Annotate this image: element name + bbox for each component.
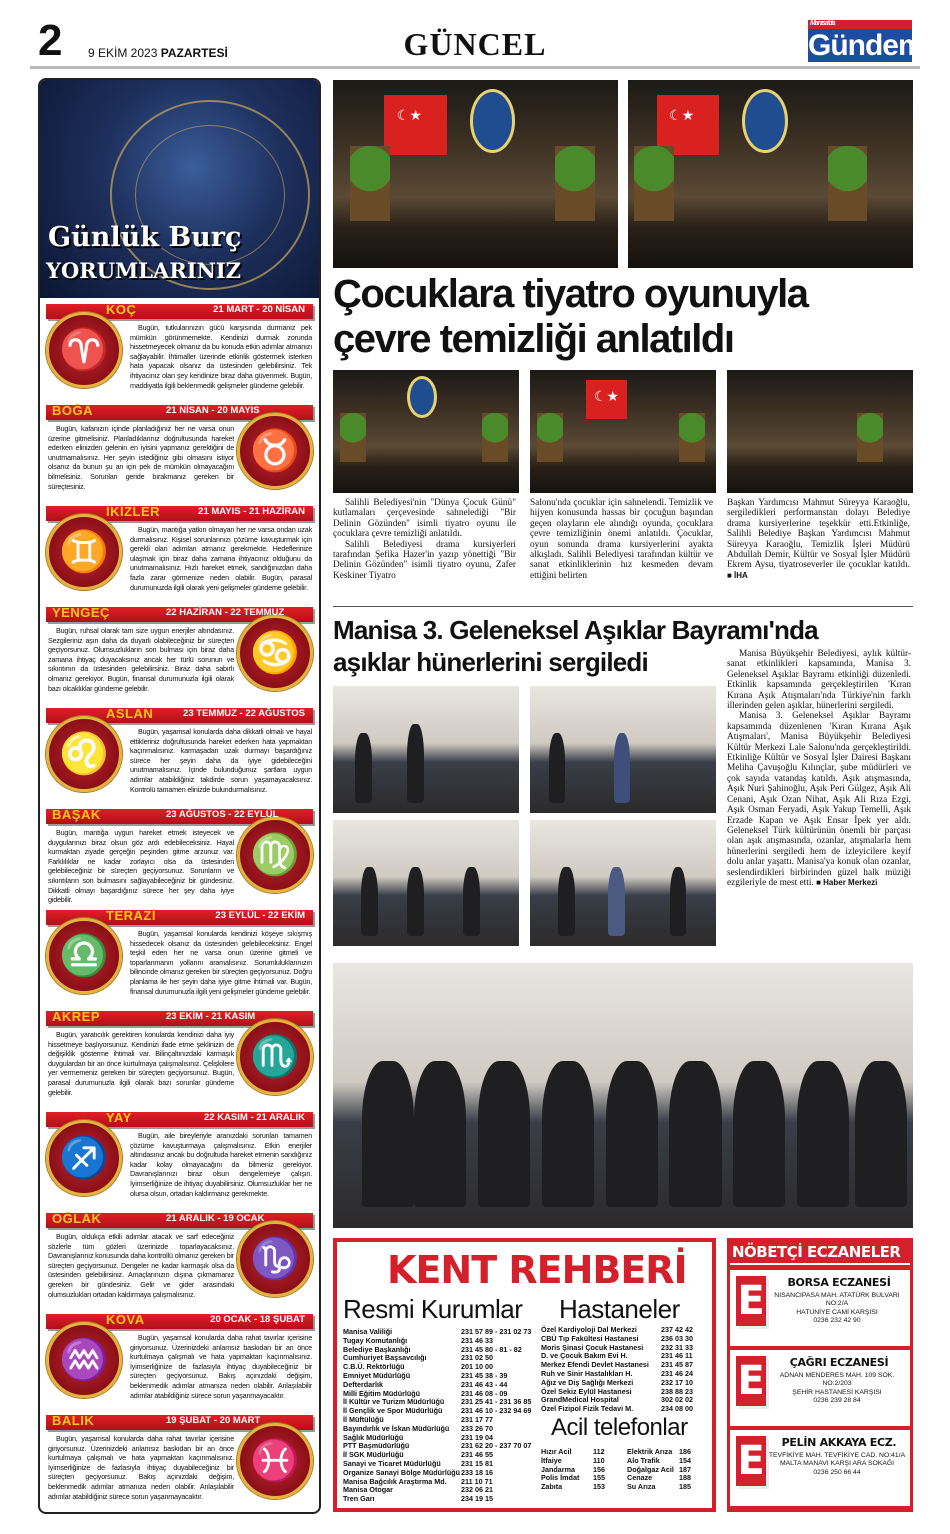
newspaper-logo — [808, 20, 924, 62]
asik-photo-4 — [530, 820, 716, 946]
sign-text: Bugün, kafanızın içinde planladığınız her ne varsa onun üzerine gitmelisiniz. Planladıklarınız doğrultusunda hareket ederken elinizden gelenin en iyisini yapmanız gerektiğini de unutmamalısınız. Her şeyin istediğiniz gibi olmasını istiyor olsanız da bunun şu an için pek de mümkün olmayacağını bilmelisiniz. Sorunları geride bırakmanız gereken bir süreçtesiniz. — [48, 424, 234, 491]
sign-text: Bugün, mantığa uygun hareket etmek isteyecek ve duygularınızı biraz olsun göz ardı edebileceksiniz. Hayal kurmaktan ziyade gerçeğin peşinden gitme arzunuz var. Farklılıklar ne kadar zorlayıcı olsa da üstesinden gelebileceğiniz bir süreçten geçiyorsunuz. Sorunların ve sıkıntıların son bulmasını sağlayabileceğiniz bir gündesiniz. Dikkatli olmayı başardığınız sürece her şey daha iyiye gidebilir. — [48, 828, 234, 905]
sign-entry — [46, 302, 313, 403]
hospitals-list — [541, 1326, 699, 1414]
row-phone: 238 88 23 — [661, 1386, 693, 1396]
theatre-photo-5 — [727, 370, 913, 493]
date: 9 EKİM 2023 — [88, 46, 158, 60]
pharmacy-e-icon: E — [737, 1358, 765, 1404]
paragraph — [727, 711, 911, 888]
row-label: Manisa Otogar — [343, 1485, 393, 1495]
address-line: ŞEHİR HASTANESİ KARŞISI — [792, 1388, 882, 1396]
row-label: Elektrik Arıza — [627, 1447, 673, 1456]
row-label: Manisa Valiliği — [343, 1327, 393, 1336]
row-phone: 234 19 15 — [461, 1494, 493, 1504]
article2-body — [727, 649, 911, 888]
row-label: Polis İmdat — [541, 1473, 580, 1483]
row-label: İl Gençlik ve Spor Müdürlüğü — [343, 1406, 443, 1416]
row-phone: 231 46 43 - 44 — [461, 1379, 508, 1389]
headline-line: çevre temizliği anlatıldı — [333, 317, 734, 361]
article1-col1 — [333, 498, 516, 581]
asik-photo-3 — [333, 820, 519, 946]
theatre-photo-4 — [530, 370, 716, 493]
sign-text: Bugün, yaşamsal konularda daha rahat tavırlar içerisine giriyorsunuz. Üzerinizdeki anlamsız baskıdan bir an önce kurtulmaya çalışmalı ve hata yapmaktan kaçınmalısınız. İyimserliğinize de fazlasıyla ihtiyaç duyabileceğiniz bir süreçten geçiyorsunuz. Bakış açınızdaki değişim, beklenmedik adımlar atmanıza neden olabilir. Anlaşılabilir adımlar atabildiğiniz sürece sorun yaşanmayacaktır. — [130, 1333, 312, 1400]
row-phone: 201 10 00 — [461, 1362, 493, 1372]
paragraph: Salihli Belediyesi drama kursiyerleri tarafından Şefika Hazer'in yazıp yönettiği "Bir Delinin Gözünden" isimli tiyatro oyunu, Zafer Keskiner Tiyatro — [333, 539, 516, 581]
zodiac-sign-icon: ♉ — [237, 413, 313, 489]
row-phone: 232 06 21 — [461, 1485, 493, 1495]
sign-name: ASLAN — [106, 706, 154, 721]
city-guide-box — [333, 1238, 716, 1512]
theatre-photo-3 — [333, 370, 519, 493]
row-label: Doğalgaz Acil — [627, 1464, 674, 1474]
zodiac-sign-icon: ♌ — [46, 716, 122, 792]
row-phone: 233 26 70 — [461, 1423, 493, 1433]
pharmacy-title: NÖBETÇİ ECZANELER — [730, 1241, 910, 1265]
row-label: Tugay Komutanlığı — [343, 1335, 408, 1345]
sign-entry — [46, 1312, 313, 1413]
pharmacy-entry — [730, 1270, 910, 1346]
row-label: Tren Garı — [343, 1494, 375, 1504]
sign-name: BOĞA — [52, 403, 93, 418]
horoscope-column — [38, 78, 321, 1514]
row-label: D. ve Çocuk Bakım Evi H. — [541, 1351, 628, 1361]
article1-col2: Salonu'nda çocuklar için sahnelendi. Temizlik ve hijyen konusunda hassas bir çocuğun başından geçen olayların ele alındığı oyunda, çocuklara çevre temizliğinin önemi anlatıldı. Çocuklar, oyun sonunda drama kursiyerlerini ayakta alkışladı. Salihli Belediyesi tarafından kültür ve sanat etkinliklerinin hız kesmeden devam ettiğini belirten — [530, 498, 713, 581]
sign-text: Bugün, aile bireyleriyle aranızdaki sorunları tamamen çözüme kavuşturmaya çalışmalısınız. Etkin enerjiler altındasınız ancak bu doğrultuda hareket etmenin sandığınız kadar kolay olmayacağını da bilmeniz gerekiyor. Davranışlarınızı biraz olsun dengelemeye çalışın. İyimserliğinize de ihtiyaç duyabilirsiniz. Olumsuzluklar her ne olursa olsun, ortadan kaldırmanız gerekmekte. — [130, 1131, 312, 1198]
sign-name: YENGEÇ — [52, 605, 110, 620]
emergency-title: Acil telefonlar — [551, 1414, 688, 1441]
row-label: Jandarma — [541, 1464, 575, 1474]
asik-photo-2 — [530, 686, 716, 813]
sign-dates: 23 EYLÜL - 22 EKİM — [215, 910, 305, 921]
zodiac-sign-icon: ♍ — [237, 817, 313, 893]
address-line: ADNAN MENDERES MAH. 109 SOK. NO:2/203 — [779, 1372, 895, 1388]
row-label: Cumhuriyet Başsavcılığı — [343, 1353, 427, 1363]
emergency-list-2 — [627, 1448, 699, 1492]
row-phone: 186 — [679, 1447, 691, 1456]
row-phone: 231 45 87 — [661, 1360, 693, 1370]
article2-source: ■ Haber Merkezi — [816, 877, 878, 887]
sign-dates: 22 KASIM - 21 ARALIK — [204, 1112, 305, 1123]
row-phone: 231 46 55 — [461, 1450, 493, 1460]
pharmacy-e-icon: E — [737, 1278, 765, 1324]
paragraph: Başkan Yardımcısı Mahmut Süreyya Karaoğlu, sergiledikleri performanstan dolayı Belediye drama kursiyerlerine teşekkür etti.Etkinliğe, Salihli Belediye Başkan Yardımcısı Mahmut Süreyya Karaoğlu, Temizlik İşleri Müdürü Abdullah Demir, Kültür ve Sosyal İşler Müdürü Ekrem Aysu, tiyatroseverler ile çocuklar katıldı. — [727, 498, 910, 571]
row-phone: 231 46 11 — [661, 1351, 693, 1361]
row-phone: 112 — [593, 1447, 605, 1456]
official-institutions-list — [343, 1328, 533, 1504]
row-label: Milli Eğitim Müdürlüğü — [343, 1388, 421, 1398]
headline-line: aşıklar hünerlerini sergiledi — [333, 647, 648, 677]
row-label: GrandMedical Hospital — [541, 1395, 619, 1405]
list-row — [343, 1495, 533, 1504]
sign-dates: 19 ŞUBAT - 20 MART — [166, 1415, 261, 1426]
row-label: Su Arıza — [627, 1482, 656, 1492]
row-label: İl SGK Müdürlüğü — [343, 1450, 404, 1460]
sign-name: İKİZLER — [106, 504, 161, 519]
row-phone: 231 45 38 - 39 — [461, 1370, 508, 1380]
sign-entry — [46, 1211, 313, 1312]
logo-top: Manisa'da — [810, 20, 835, 27]
page-number: 2 — [38, 16, 63, 65]
row-label: Özel Sekiz Eylül Hastanesi — [541, 1386, 632, 1396]
sign-entry — [46, 403, 313, 504]
sign-name: AKREP — [52, 1009, 101, 1024]
pharmacy-name: PELİN AKKAYA ECZ. — [781, 1436, 897, 1449]
pharmacy-name: ÇAĞRI ECZANESİ — [789, 1356, 889, 1369]
list-row — [541, 1405, 699, 1414]
row-label: Merkez Efendi Devlet Hastanesi — [541, 1360, 649, 1370]
article1-headline — [333, 272, 923, 362]
row-label: Ruh ve Sinir Hastalıkları H. — [541, 1368, 633, 1378]
sign-dates: 21 MAYIS - 21 HAZİRAN — [198, 506, 305, 517]
row-phone: 153 — [593, 1482, 605, 1492]
row-phone: 232 31 33 — [661, 1342, 693, 1352]
row-label: İl Kültür ve Turizm Müdürlüğü — [343, 1397, 445, 1407]
pharmacy-address — [766, 1292, 908, 1326]
section-title: GÜNCEL — [403, 26, 547, 62]
pharmacy-phone: 0236 250 66 44 — [813, 1468, 861, 1476]
zodiac-sign-icon: ♋ — [237, 615, 313, 691]
horoscope-subtitle: YORUMLARINIZ — [46, 258, 241, 283]
headline-line: Çocuklara tiyatro oyunuyla — [333, 272, 808, 316]
row-phone: 231 57 89 - 231 02 73 — [461, 1327, 532, 1336]
article1-source: ■ İHA — [727, 570, 748, 580]
sign-text: Bugün, mantığa yatkın olmayan her ne varsa ondan uzak durmalısınız. Kişisel sorunlarınızı çözüme kavuşturmak için gerekli olan adımları atmanız gerekmekte. Hedeflerinize ulaşmak için biraz daha zamana ihtiyacınız olduğunu da unutmamalısınız. Hızlı hareket etmek, sandığınızdan daha fazla zarar görmenize neden olabilir. Bugün, parasal durumunuzda ilgili olarak yeni gelişmeler gündeme gelebilir. — [130, 525, 312, 592]
sign-entry — [46, 1413, 313, 1514]
row-label: Hızır Acil — [541, 1447, 572, 1456]
pharmacy-e-icon: E — [737, 1438, 765, 1484]
pharmacy-phone: 0236 239 28 84 — [813, 1397, 861, 1405]
sign-name: TERAZİ — [106, 908, 156, 923]
sign-dates: 21 ARALIK - 19 OCAK — [166, 1213, 265, 1224]
row-phone: 302 02 02 — [661, 1395, 693, 1405]
row-label: Defterdarlık — [343, 1379, 383, 1389]
row-phone: 231 15 81 — [461, 1458, 493, 1468]
sign-text: Bugün, oldukça etkili adımlar atacak ve sarf edeceğiniz sözlerle tüm gözleri üzerinizde toparlayacaksınız. Davranışlarınız konusunda daha kontrollü olmanız gereken bir süreçten geçiyorsunuz. Dengeler ne kadar karmaşık olsa da üstesinden gelebilirsiniz. Amaçlarınızın dışına çıkmamanız gereken bir gündesiniz. Gelir ve gider arasındaki olumsuzlukları ortadan kaldırmaya çalışmalısınız. — [48, 1232, 234, 1299]
sign-name: BALIK — [52, 1413, 95, 1428]
zodiac-sign-icon: ♎ — [46, 918, 122, 994]
row-label: Emniyet Müdürlüğü — [343, 1370, 411, 1380]
asik-group-photo — [333, 963, 913, 1228]
row-label: Ağız ve Diş Sağlığı Merkezi — [541, 1377, 634, 1387]
row-label: CBÜ Tıp Fakültesi Hastanesi — [541, 1333, 639, 1343]
official-institutions-title: Resmi Kurumlar — [343, 1294, 523, 1324]
row-phone: 231 02 50 — [461, 1353, 493, 1363]
address-line: HATUNİYE CAMİ KARŞISI — [796, 1308, 878, 1316]
sign-dates: 22 HAZİRAN - 22 TEMMUZ — [166, 607, 285, 618]
row-phone: 231 25 41 - 231 36 85 — [461, 1397, 532, 1407]
row-phone: 211 10 71 — [461, 1476, 493, 1486]
emergency-list-1 — [541, 1448, 611, 1492]
theatre-photo-2 — [628, 80, 913, 268]
row-label: Moris Şinasi Çocuk Hastanesi — [541, 1342, 644, 1352]
sign-text: Bugün, tutkularınızın gücü karşısında durmanız pek mümkün görünmemekte. Kendinizi durmak zorunda hissetmeyecek olmanız da bu konuda etkin adımlar atmanızı sağlayabilir. İhtimaller üzerinde etkinlik göstermek isterken hata yapacak olsanız da üstesinden gelebilirsiniz. Tek ihtiyacınız olan şey kendinize biraz daha güvenmek. Bugün, maddiyatla ilgili beklenmedik gelişmeler gündeme gelebilir. — [130, 323, 312, 390]
list-row — [627, 1483, 699, 1492]
row-label: Sağlık Müdürlüğü — [343, 1432, 404, 1442]
row-label: İtfaiye — [541, 1455, 562, 1465]
row-label: Bayındırlık ve İskan Müdürlüğü — [343, 1423, 450, 1433]
row-phone: 231 46 10 - 232 94 69 — [461, 1406, 532, 1416]
row-phone: 231 46 08 - 09 — [461, 1388, 508, 1398]
zodiac-sign-icon: ♈ — [46, 312, 122, 388]
paragraph: Manisa Büyükşehir Belediyesi, aylık kültür-sanat etkinlikleri kapsamında, Manisa 3. Geleneksel Aşıklar Bayramı etkinliği düzenledi. Etkinlik kapsamında gerçekleştirilen 'Kıran Kırana Aşık Atışmaları'nda Türkiye'nin farklı illerinden gelen aşıklar, hünerlerini sergiledi. — [727, 649, 911, 712]
sign-dates: 23 AĞUSTOS - 22 EYLÜL — [166, 809, 279, 820]
zodiac-sign-icon: ♒ — [46, 1322, 122, 1398]
sign-entry — [46, 908, 313, 1009]
row-label: Organize Sanayi Bölge Müdürlüğü — [343, 1467, 461, 1477]
headline-line: Manisa 3. Geleneksel Aşıklar Bayramı'nda — [333, 615, 818, 645]
row-phone: 231 46 24 — [661, 1368, 693, 1378]
asik-photo-1 — [333, 686, 519, 813]
paragraph-text: Manisa 3. Geleneksel Aşıklar Bayramı kapsamında düzenlenen 'Kıran Kırana Aşık Atışmaları', Manisa Büyükşehir Belediyesi Kültür Merkezi Lale Salonu'nda gerçekleştirildi. Etkinliğe Kültür ve Sosyal İşler Dairesi Başkanı Meliha Çavuşoğlu Kılınçlar, şube müdürleri ve çok sayıda vatandaş katıldı. Aşık atışmasında, Aşık Nuri Şahinoğlu, Aşık Peri Gülgez, Aşık Ali Cenani, Aşık Ozan Nihat, Aşık Ali Rıza Ezgi, Aşık Osman Feryadi, Aşık Yakup Temelli, Aşık Erzade Kapan ve Aşık Ensar İpek yer aldı. Geleneksel Türk kültürünün önemli bir parçası olan aşık atışmasında, ozanlar, atışmalarla hem hünerlerini sergiledi hem de izleyicilere keyif dolu anlar yaşattı. Manisa'ya konuk olan ozanlar, seslendirdikleri birbirinden güzel halk müziği ezgileriyle de mest etti. — [727, 711, 911, 888]
weekday: PAZARTESİ — [160, 46, 228, 60]
address-line: MALTA MANAVI KARŞI ARA SOKAĞI — [779, 1460, 895, 1468]
zodiac-sign-icon: ♐ — [46, 1120, 122, 1196]
row-phone: 188 — [679, 1473, 691, 1483]
city-guide-title: KENT REHBERİ — [387, 1248, 687, 1292]
row-phone: 154 — [679, 1455, 691, 1465]
row-phone: 110 — [593, 1455, 605, 1465]
sign-dates: 20 OCAK - 18 ŞUBAT — [210, 1314, 305, 1325]
row-phone: 232 17 10 — [661, 1377, 693, 1387]
logo-text: Gündem — [808, 29, 924, 62]
row-label: Özel Kardiyoloji Dal Merkezi — [541, 1325, 637, 1334]
row-phone: 237 42 42 — [661, 1325, 693, 1334]
row-phone: 231 19 04 — [461, 1432, 493, 1442]
row-label: İl Müftülüğü — [343, 1414, 384, 1424]
theatre-photo-1 — [333, 80, 618, 268]
row-label: Manisa Bağcılık Araştırma Md. — [343, 1476, 447, 1486]
sign-dates: 23 EKİM - 21 KASIM — [166, 1011, 256, 1022]
row-label: C.B.Ü. Rektörlüğü — [343, 1362, 405, 1372]
sign-entry — [46, 706, 313, 807]
horoscope-title: Günlük Burç — [48, 222, 242, 253]
row-label: Belediye Başkanlığı — [343, 1344, 411, 1354]
horoscope-banner — [40, 80, 319, 298]
row-phone: 155 — [593, 1473, 605, 1483]
row-label: PTT Başmüdürlüğü — [343, 1441, 410, 1451]
sign-dates: 21 NİSAN - 20 MAYIS — [166, 405, 260, 416]
sign-dates: 21 MART - 20 NİSAN — [213, 304, 305, 315]
address-line: TEVFİKİYE MAH. TEVFİKİYE CAD. NO:41/A — [768, 1452, 906, 1459]
row-phone: 233 18 16 — [461, 1467, 493, 1477]
row-label: Zabıta — [541, 1482, 563, 1492]
sign-entry — [46, 807, 313, 908]
address-line: NISANCIPASA MAH. ATATÜRK BULVARI NO:2/A — [774, 1292, 900, 1308]
sign-text: Bugün, ruhsal olarak tam size uygun enerjiler altındasınız. Sezgileriniz aşırı daha da duyarlı olabileceğiniz bir süreçten geçiyorsunuz. Olumsuzlukların son bulması için biraz daha zamana ihtiyaç duyacaksınız ancak her türlü sorunun ve sıkıntının da üstesinden gelebilirsiniz. Biraz daha sabırlı olmanız gerekiyor. Bugün, finansal durumunuzla ilgili olarak bazı olcaklıklar gündeme gelebilir. — [48, 626, 234, 693]
row-phone: 231 46 33 — [461, 1335, 493, 1345]
sign-text: Bugün, yaratıcılık gerektiren konularda kendinizi daha iyiy hissetmeye başlıyorsunuz. Kendinizi ifade etme şeklinizin de değişiklik gösterme ihtimali var. Bilinçaltınızdaki karmaşık duygulardan bir an önce kurtulmaya çalışmalısınız. Çelişkilere yer vermemeniz gereken bir süreçten geçiyorsunuz. Bugün, parasal durumunuzla ilgili olarak bazı sorunlar gündeme gelebilir. — [48, 1030, 234, 1097]
sign-entry — [46, 504, 313, 605]
sign-entry — [46, 1009, 313, 1110]
paragraph: Salihli Belediyesi'nin "Dünya Çocuk Günü" kutlamaları çerçevesinde sahnelediği "Bir Delinin Gözünden" isimli tiyatro oyunu ile çocuklara çevre temizliği anlatıldı. — [333, 498, 516, 540]
sign-entry — [46, 1110, 313, 1211]
pharmacy-phone: 0236 232 42 90 — [813, 1317, 861, 1325]
article1-col3 — [727, 498, 910, 581]
pharmacy-address — [766, 1372, 908, 1406]
row-phone: 231 62 20 - 237 70 07 — [461, 1441, 532, 1451]
row-label: Alo Trafik — [627, 1455, 660, 1465]
row-label: Özel Fizipol Fizik Tedavi M. — [541, 1404, 634, 1414]
sign-name: BAŞAK — [52, 807, 101, 822]
header-divider — [30, 66, 920, 69]
row-label: Cenaze — [627, 1473, 653, 1483]
sign-name: KOÇ — [106, 302, 137, 317]
sign-text: Bugün, yaşamsal konularda daha rahat tavırlar içerisine giriyorsunuz. Üzerinizdeki anlamsız baskıdan bir an önce kurtulmaya çalışmalı ve hata yapmaktan kaçınmalısınız. İyimserliğinize de fazlasıyla ihtiyaç duyabileceğiniz bir süreçten geçiyorsunuz. Bakış açınızdaki değişim, beklenmedik adımlar atmanıza neden olabilir. Anlaşılabilir adımlar atabildiğiniz sürece sorun yaşanmayacaktır. — [48, 1434, 234, 1501]
zodiac-sign-icon: ♓ — [237, 1423, 313, 1499]
row-label: Sanayi ve Ticaret Müdürlüğü — [343, 1458, 441, 1468]
row-phone: 234 08 00 — [661, 1404, 693, 1414]
zodiac-sign-icon: ♊ — [46, 514, 122, 590]
sign-name: YAY — [106, 1110, 132, 1125]
pharmacy-address — [766, 1452, 908, 1477]
row-phone: 187 — [679, 1464, 691, 1474]
row-phone: 231 45 80 - 81 - 82 — [461, 1344, 522, 1354]
sign-entry — [46, 605, 313, 706]
row-phone: 231 17 77 — [461, 1414, 493, 1424]
sign-text: Bugün, yaşamsal konularda daha dikkatli olmalı ve hayal ettikleriniz doğrultusunda hareket ederken hata yapmaktan kaçınmalısınız. karmaşadan uzak durmayı başardığınız sürece her şeyin daha da iyiye gidebileceğini unutmamalısınız. İçinde bulunduğunuz şartlara uygun adımlar atabildiğiniz takdirde sorun yaşamayacaksınız. Kontrolü tamamen elinizde bulundurmalısınız. — [130, 727, 312, 794]
pharmacy-name: BORSA ECZANESİ — [787, 1276, 891, 1289]
row-phone: 156 — [593, 1464, 605, 1474]
sign-dates: 23 TEMMUZ - 22 AĞUSTOS — [183, 708, 305, 719]
sign-name: KOVA — [106, 1312, 145, 1327]
zodiac-sign-icon: ♏ — [237, 1019, 313, 1095]
row-phone: 236 03 30 — [661, 1333, 693, 1343]
pharmacy-box — [727, 1238, 913, 1512]
row-phone: 185 — [679, 1482, 691, 1492]
list-row — [541, 1483, 611, 1492]
hospitals-title: Hastaneler — [559, 1294, 680, 1324]
sign-text: Bugün, yaşamsal konularda kendinizi köşeye sıkışmış hissedecek olsanız da üstesinden gelebileceksiniz. Engel teşkil eden her ne varsa onun üzerine gitmeli ve toparlanmanın yollarını aramalısınız. Sorumluluklarınızın bilincinde olmanız gereken bir süreçten geçiyorsunuz. Doğru planlama ile her şeyin daha iyiye gitme ihtimali var. Bugün, finansal durumunuzla ilgili yeni gelişmeler gündeme gelebilir. — [130, 929, 312, 996]
zodiac-sign-icon: ♑ — [237, 1221, 313, 1297]
pharmacy-entry — [730, 1430, 910, 1506]
article-divider — [333, 606, 913, 607]
pharmacy-entry — [730, 1350, 910, 1426]
sign-name: OĞLAK — [52, 1211, 102, 1226]
